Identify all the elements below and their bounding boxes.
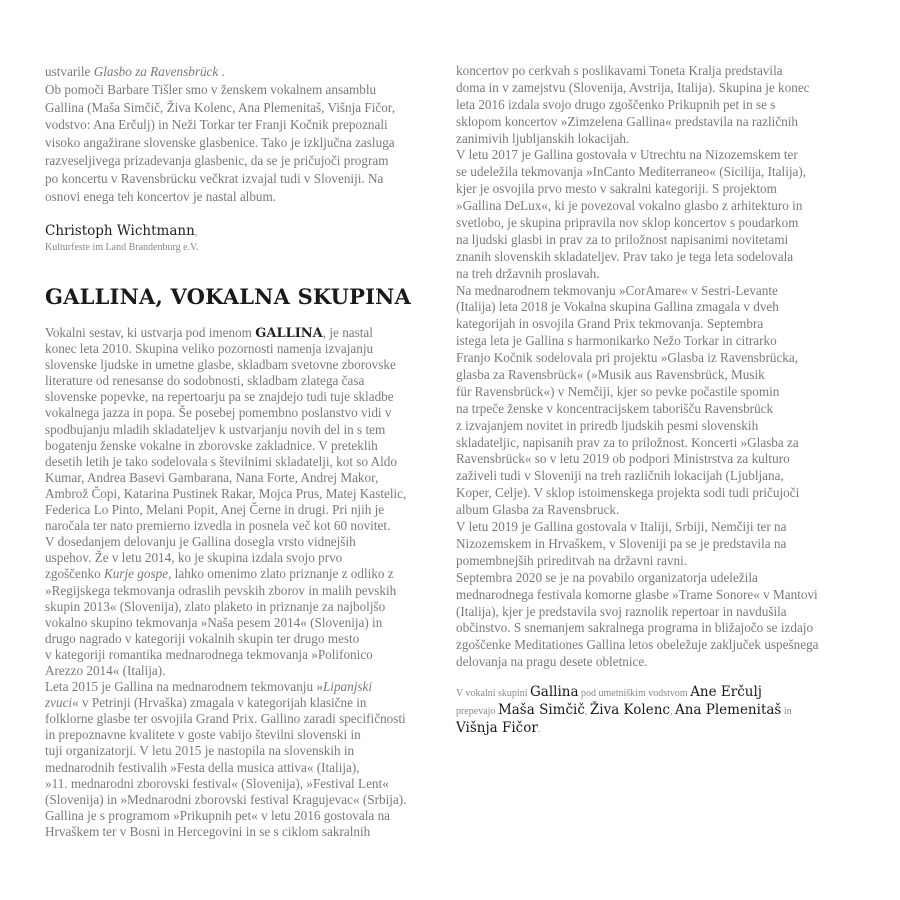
- text-segment: Ravensbrück« so v letu 2019 ob podpori Ministrstva za kulturo: [456, 451, 790, 467]
- text-line: [45, 81, 425, 99]
- text-segment: V vokalni skupini: [456, 688, 530, 699]
- emphasized-name: GALLINA: [255, 326, 323, 341]
- text-segment: se udeležila tekmovanja »InCanto Mediterraneo« (Sicilija, Italija),: [456, 164, 807, 180]
- text-segment: mednarodnih festivalih »Festa della musica attiva« (Italija),: [45, 759, 360, 775]
- signature-organization: Kulturfeste im Land Brandenburg e.V.: [45, 242, 199, 253]
- text-segment: Vokalni sestav, ki ustvarja pod imenom: [45, 325, 256, 340]
- text-segment: osnovi enega teh koncertov je nastal album.: [45, 188, 277, 204]
- text-segment: Federica Lo Pinto, Melani Popit, Anej Černe in drugi. Pri njih je: [45, 502, 385, 518]
- text-segment: zanimivih ljubljanskih lokacijah.: [456, 130, 630, 146]
- text-line: [456, 249, 866, 266]
- text-line: [456, 147, 866, 164]
- text-segment: pomembnejših prireditvah na državni ravni.: [456, 552, 688, 568]
- text-segment: na treh državnih proslavah.: [456, 265, 600, 281]
- text-segment: Ob pomoči Barbare Tišler smo v ženskem vokalnem ansamblu: [45, 81, 377, 97]
- text-segment: tuji organizatorji. V letu 2015 je nastopila na slovenskih in: [45, 743, 355, 759]
- text-line: [45, 727, 425, 743]
- text-line: [45, 116, 425, 134]
- text-line: [456, 80, 866, 97]
- text-segment: leta 2016 izdala svojo drugo zgoščenko Prikupnih pet in se s: [456, 96, 776, 112]
- text-line: [456, 266, 866, 283]
- text-line: [45, 663, 425, 679]
- text-segment: istega leta je Gallina s harmonikarko Nežo Torkar in citrarko: [456, 333, 777, 349]
- text-line: [456, 367, 866, 384]
- text-line: [456, 114, 866, 131]
- text-segment: ,: [669, 706, 675, 717]
- text-segment: desetih letih je tako sodelovala s številnimi skladatelji, kot so Aldo: [45, 453, 397, 469]
- text-line: [456, 536, 866, 553]
- text-segment: pod umetniškim vodstvom: [578, 688, 691, 699]
- text-segment: sklopom koncertov »Zimzelena Gallina« predstavila na različnih: [456, 113, 799, 129]
- text-segment: razveseljivega prizadevanja glasbenic, da se je pričujoči program: [45, 152, 389, 168]
- ensemble-credits: [456, 683, 792, 737]
- text-line: [45, 615, 425, 631]
- text-segment: po koncertu v Ravensbrücku večkrat izvajal tudi v Sloveniji. Na: [45, 170, 384, 186]
- text-line: [45, 389, 425, 405]
- emphasized-name: Živa Kolenc: [589, 702, 670, 718]
- text-segment: koncertov po cerkvah s poslikavami Toneta Kralja predstavila: [456, 63, 783, 78]
- text-segment: Gallina je s programom »Prikupnih pet« v letu 2016 gostovala na: [45, 807, 391, 823]
- text-segment: V letu 2019 je Gallina gostovala v Italiji, Srbiji, Nemčiji ter na: [456, 519, 787, 535]
- text-line: [45, 824, 425, 840]
- text-line: [456, 131, 866, 148]
- emphasized-name: Višnja Fičor: [456, 720, 538, 736]
- text-line: [45, 405, 425, 421]
- emphasized-name: Ana Plemenitaš: [674, 702, 782, 718]
- text-segment: svetlobo, je skupina pripravila nov sklop koncertov s poudarkom: [456, 215, 799, 231]
- text-segment: in: [781, 706, 792, 717]
- text-line: [45, 743, 425, 759]
- text-line: [45, 502, 425, 518]
- text-segment: »Gallina DeLux«, ki je povezoval vokalno glasbo z arhitekturo in: [456, 198, 803, 214]
- text-line: [456, 587, 866, 604]
- text-segment: doma in v zamejstvu (Slovenija, Avstrija, Italija). Skupina je konec: [456, 79, 810, 95]
- text-line: [456, 232, 866, 249]
- text-line: [45, 63, 425, 81]
- emphasized-name: Gallina: [529, 684, 579, 700]
- text-line: [45, 99, 425, 117]
- text-segment: naročala ter nato premierno izvedla in posnela več kot 60 novitet.: [45, 518, 391, 534]
- text-line: [456, 570, 866, 587]
- text-segment: Arezzo 2014« (Italija).: [45, 662, 166, 678]
- text-line: [456, 701, 792, 719]
- text-line: [45, 438, 425, 454]
- signature: [45, 222, 199, 254]
- text-segment: Franjo Kočnik sodelovala pri projektu »Glasba iz Ravensbrücka,: [456, 350, 799, 366]
- text-segment: delovanja na pragu desete obletnice.: [456, 654, 648, 670]
- text-line: [45, 534, 425, 550]
- text-line: [456, 333, 866, 350]
- text-segment: zaživeli tudi v Sloveniji na treh različnih lokacijah (Ljubljana,: [456, 468, 784, 484]
- text-segment: mednarodnega festivala komorne glasbe »Trame Sonore« v Mantovi: [456, 586, 818, 602]
- text-line: [45, 518, 425, 534]
- text-segment: Nizozemskem in Hrvaškem, v Sloveniji pa se je predstavila na: [456, 535, 787, 551]
- text-segment: kategorijah in osvojila Grand Prix tekmovanja. Septembra: [456, 316, 764, 332]
- text-segment: V dosedanjem delovanju je Gallina dosegla vrsto vidnejših: [45, 534, 356, 550]
- text-line: [45, 792, 425, 808]
- text-line: [456, 637, 866, 654]
- text-segment: in prepoznavne kvalitete v goste vabijo številni slovenski in: [45, 727, 361, 743]
- text-line: [456, 418, 866, 435]
- text-line: [456, 198, 866, 215]
- text-segment: občinstvo. S snemanjem sakralnega programa in bližajočo se izdajo: [456, 620, 814, 636]
- text-line: [45, 188, 425, 206]
- text-line: [45, 357, 425, 373]
- text-segment: vodstvo: Ana Erčulj) in Neži Torkar ter Franji Kočnik prepoznali: [45, 117, 388, 133]
- text-segment: ,: [584, 706, 590, 717]
- text-segment: vokalnega jazza in popa. Še posebej pomembno poslanstvo vidi v: [45, 405, 392, 421]
- text-segment: Kumar, Andrea Basevi Gambarana, Nana Forte, Andrej Makor,: [45, 469, 379, 485]
- text-line: [456, 283, 866, 300]
- text-segment: « v Petrinji (Hrvaška) zmagala v kategorijah klasične in: [72, 695, 367, 711]
- text-line: [456, 502, 866, 519]
- text-line: [45, 808, 425, 824]
- text-line: [45, 325, 425, 341]
- text-segment: glasba za Ravensbrück« (»Musik aus Ravensbrück, Musik: [456, 367, 765, 383]
- text-line: [456, 553, 866, 570]
- text-line: [45, 647, 425, 663]
- text-segment: .: [537, 724, 541, 735]
- text-line: [45, 373, 425, 389]
- text-line: [456, 654, 866, 671]
- text-line: [456, 519, 866, 536]
- italic-title: Lipanjski: [322, 679, 373, 695]
- text-segment: Leta 2015 je Gallina na mednarodnem tekmovanju »: [45, 679, 323, 695]
- text-line: [456, 384, 866, 401]
- text-segment: spodbujanju mladih skladateljev k ustvarjanju novih del in s tem: [45, 421, 386, 437]
- emphasized-name: Maša Simčič: [497, 702, 585, 718]
- text-segment: album Glasba za Ravensbruck.: [456, 502, 620, 518]
- text-segment: skladateljic, napisanih prav za to priložnost. Koncerti »Glasba za: [456, 434, 799, 450]
- signature-comma: ,: [194, 227, 198, 238]
- text-line: [45, 599, 425, 615]
- text-segment: prepevajo: [456, 706, 498, 717]
- text-line: [456, 299, 866, 316]
- text-segment: zgoščenke Meditationes Gallina letos obeležuje zaključek uspešnega: [456, 637, 819, 653]
- text-line: [45, 566, 425, 582]
- text-segment: , je nastal: [322, 325, 373, 340]
- section-heading: GALLINA, VOKALNA SKUPINA: [45, 284, 412, 309]
- text-line: [456, 164, 866, 181]
- text-segment: Gallina (Maša Simčič, Živa Kolenc, Ana Plemenitaš, Višnja Fičor,: [45, 99, 396, 115]
- right-body-text: [456, 63, 866, 671]
- text-segment: zgoščenko: [45, 566, 104, 582]
- text-line: [456, 181, 866, 198]
- left-body-text: [45, 325, 425, 840]
- text-segment: V letu 2017 je Gallina gostovala v Utrechtu na Nizozemskem ter: [456, 147, 798, 163]
- text-segment: bogatenju ženske vokalne in zborovske zakladnice. V preteklih: [45, 437, 378, 453]
- text-segment: ustvarile: [45, 64, 94, 79]
- text-segment: Hrvaškem ter v Bosni in Hercegovini in se s ciklom sakralnih: [45, 823, 371, 839]
- text-segment: .: [218, 64, 225, 79]
- text-segment: für Ravensbrück«) v Nemčiji, kjer so pevke počastile spomin: [456, 383, 780, 399]
- text-line: [456, 485, 866, 502]
- text-line: [45, 583, 425, 599]
- text-line: [45, 711, 425, 727]
- text-line: [45, 679, 425, 695]
- emphasized-name: Ane Erčulj: [690, 684, 762, 700]
- text-line: [456, 435, 866, 452]
- text-segment: z izvajanjem novitet in priredb ljudskih pesmi slovenskih: [456, 417, 759, 433]
- text-segment: slovenske popevke, na repertoarju pa se znajdejo tudi tuje skladbe: [45, 389, 394, 405]
- text-line: [456, 401, 866, 418]
- text-segment: folklorne glasbe ter osvojila Grand Prix. Gallino zaradi specifičnosti: [45, 711, 406, 727]
- text-line: [45, 422, 425, 438]
- text-line: [456, 350, 866, 367]
- text-segment: »11. mednarodni zborovski festival« (Slovenija), »Festival Lent«: [45, 775, 389, 791]
- text-segment: (Slovenija) in »Mednarodni zborovski festival Kragujevac« (Srbija).: [45, 791, 407, 807]
- text-line: [45, 695, 425, 711]
- text-segment: Septembra 2020 se je na povabilo organizatorja udeležila: [456, 569, 758, 585]
- text-line: [456, 719, 792, 737]
- italic-title: Kurje gospe: [103, 566, 169, 582]
- text-segment: »Regijskega tekmovanja odraslih pevskih zborov in malih pevskih: [45, 582, 397, 598]
- italic-title: zvuci: [45, 695, 73, 711]
- text-segment: vokalno skupino tekmovanja »Naša pesem 2014« (Slovenija) in: [45, 614, 383, 630]
- text-segment: , lahko omenimo zlato priznanje z odliko z: [168, 566, 394, 582]
- text-line: [45, 134, 425, 152]
- text-segment: znanih slovenskih skladateljev. Prav tako je tega leta sodelovala: [456, 248, 794, 264]
- text-segment: Na mednarodnem tekmovanju »CorAmare« v Sestri-Levante: [456, 282, 778, 298]
- text-line: [45, 170, 425, 188]
- text-segment: na trpeče ženske v koncentracijskem taborišču Ravensbrück: [456, 400, 774, 416]
- text-segment: skupin 2013« (Slovenija), zlato plaketo in priznanje za najboljšo: [45, 598, 386, 614]
- text-line: [45, 454, 425, 470]
- text-line: [456, 63, 866, 80]
- text-line: [45, 486, 425, 502]
- text-segment: drugo nagrado v kategoriji vokalnih skupin ter drugo mesto: [45, 630, 360, 646]
- text-line: [45, 152, 425, 170]
- text-segment: uspehov. Že v letu 2014, ko je skupina izdala svojo prvo: [45, 550, 343, 566]
- text-segment: slovenske ljudske in umetne glasbe, skladbam svetovne zborovske: [45, 357, 396, 373]
- text-line: [45, 631, 425, 647]
- text-line: [456, 316, 866, 333]
- text-line: [456, 683, 792, 701]
- text-segment: (Italija), kjer je predstavila svoj raznolik repertoar in navdušila: [456, 603, 787, 619]
- text-segment: literature od renesanse do sodobnosti, skladbam zlatega časa: [45, 373, 365, 389]
- text-line: [456, 604, 866, 621]
- text-line: [456, 468, 866, 485]
- text-line: [456, 620, 866, 637]
- text-segment: Ambrož Čopi, Katarina Pustinek Rakar, Mojca Prus, Matej Kastelic,: [45, 485, 407, 501]
- text-line: [456, 451, 866, 468]
- text-line: [45, 470, 425, 486]
- text-line: [456, 215, 866, 232]
- intro-paragraph: [45, 63, 425, 205]
- text-segment: visoko angažirane slovenske glasbenice. Tako je izključna zasluga: [45, 135, 395, 151]
- text-segment: kjer je osvojila prvo mesto v sakralni kategoriji. S projektom: [456, 181, 777, 197]
- text-segment: (Italija) leta 2018 je Vokalna skupina Gallina zmagala v dveh: [456, 299, 779, 315]
- signature-name: Christoph Wichtmann: [45, 223, 195, 239]
- text-line: [45, 776, 425, 792]
- text-segment: v kategoriji romantika mednarodnega tekmovanja »Polifonico: [45, 646, 373, 662]
- text-line: [45, 550, 425, 566]
- text-line: [456, 97, 866, 114]
- italic-title: Glasbo za Ravensbrück: [93, 64, 219, 79]
- text-line: [45, 341, 425, 357]
- text-segment: na ljudski glasbi in prav za to priložnost napisanimi novitetami: [456, 231, 789, 247]
- text-line: [45, 760, 425, 776]
- text-segment: konec leta 2010. Skupina veliko pozornosti namenja izvajanju: [45, 341, 374, 357]
- text-segment: Koper, Celje). V sklop istoimenskega projekta sodi tudi pričujoči: [456, 485, 800, 501]
